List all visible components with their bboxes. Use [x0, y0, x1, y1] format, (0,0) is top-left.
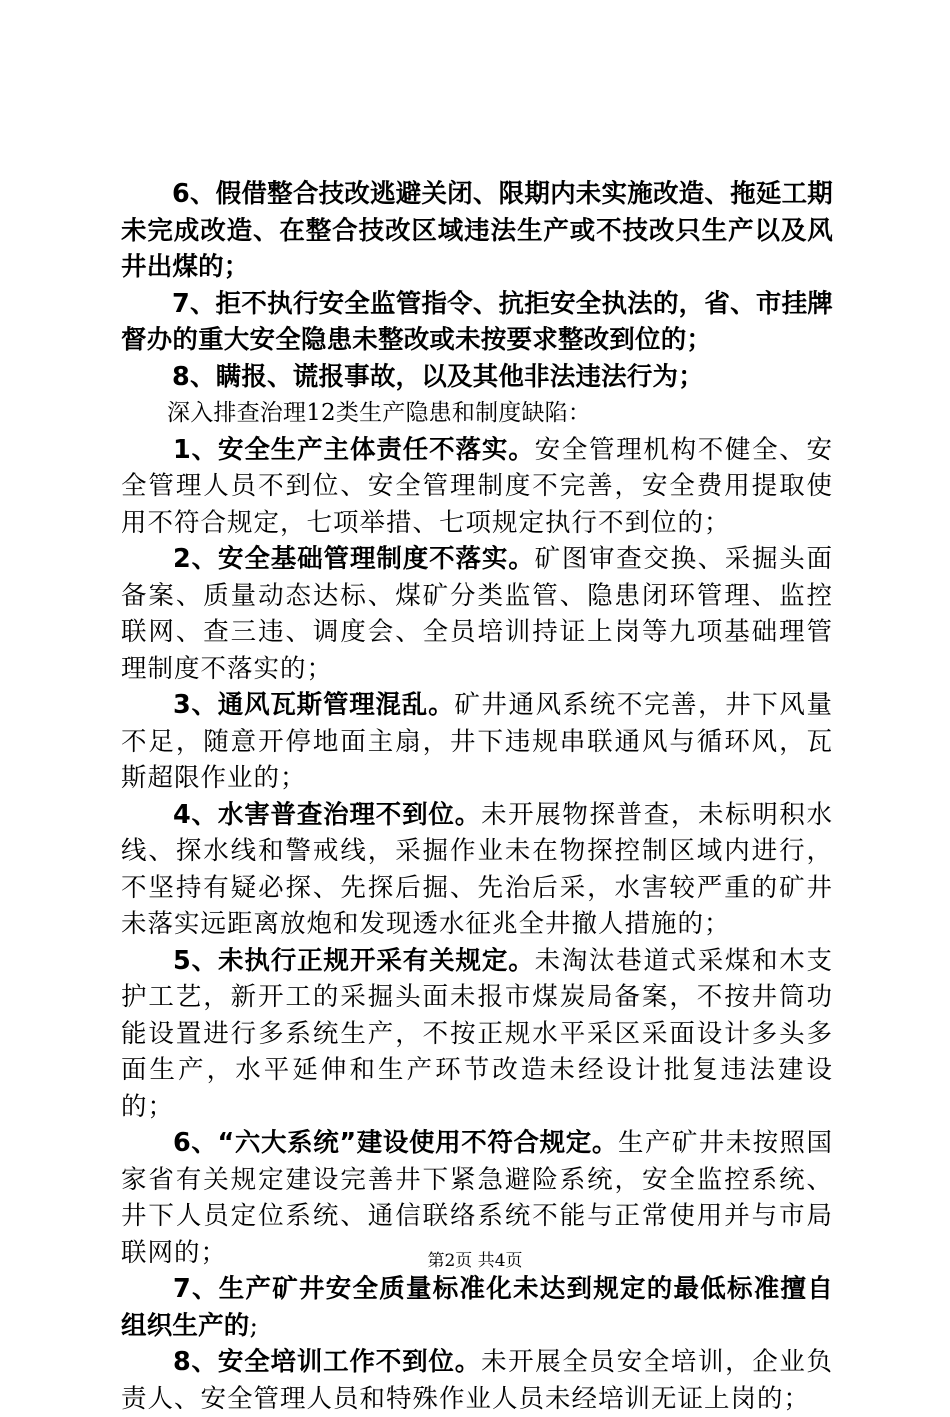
hazard-heading: 5、未执行正规开采有关规定。 [173, 945, 535, 976]
hazard-heading: 6、“六大系统”建设使用不符合规定。 [173, 1128, 619, 1158]
section-intro: 深入排查治理12类生产隐患和制度缺陷： [167, 400, 592, 426]
hazard-heading: 3、通风瓦斯管理混乱。 [173, 690, 455, 720]
hazard-item-5 [121, 943, 833, 1126]
hazard-description: 生产矿井未按照国家省有关规定建设完善井下紧急避险系统，安全监控系统、井下人员定位系统、通信联络系统不能与正常使用并与市局联网的； [121, 1128, 833, 1268]
hazard-item-1 [121, 432, 833, 542]
hazard-description: ; [249, 1310, 260, 1341]
hazard-item-4 [121, 797, 833, 943]
paragraph-item-6: 6、假借整合技改逃避关闭、限期内未实施改造、拖延工期未完成改造、在整合技改区域违法生产或不技改只生产以及风井出煤的； [121, 179, 833, 282]
hazard-description: 安全管理机构不健全、安全管理人员不到位、安全管理制度不完善，安全费用提取使用不符合规定，七项举措、七项规定执行不到位的； [121, 434, 833, 538]
hazard-description: 矿图审查交换、采掘头面备案、质量动态达标、煤矿分类监管、隐患闭环管理、监控联网、查三违、调度会、全员培训持证上岗等九项基础理管理制度不落实的； [121, 544, 833, 684]
hazard-item-2 [121, 541, 833, 687]
hazard-item-8 [121, 1344, 833, 1417]
hazard-description: 矿井通风系统不完善，井下风量不足，随意开停地面主扇，井下违规串联通风与循环风，瓦斯超限作业的； [121, 690, 833, 793]
document-body [121, 176, 833, 1417]
hazard-description: 未开展全员安全培训，企业负责人、安全管理人员和特殊作业人员未经培训无证上岗的； [121, 1347, 833, 1414]
hazard-description: 未开展物探普查，未标明积水线、探水线和警戒线，采掘作业未在物探控制区域内进行，不坚持有疑必探、先探后掘、先治后采，水害较严重的矿井未落实远距离放炮和发现透水征兆全井撤人措施的； [121, 799, 833, 939]
hazard-heading: 1、安全生产主体责任不落实。 [173, 434, 535, 465]
page-number-footer: 第2页 共4页 [427, 1251, 523, 1271]
hazard-description: 未淘汰巷道式采煤和木支护工艺，新开工的采掘头面未报市煤炭局备案，不按井筒功能设置进行多系统生产，不按正规水平采区采面设计多头多面生产，水平延伸和生产环节改造未经设计批复违法建设的； [121, 945, 833, 1122]
hazard-heading: 8、安全培训工作不到位。 [173, 1347, 482, 1377]
hazard-item-7 [121, 1271, 833, 1344]
paragraph-item-7: 7、拒不执行安全监管指令、抗拒安全执法的，省、市挂牌督办的重大安全隐患未整改或未按要求整改到位的； [121, 288, 833, 355]
paragraph-item-8: 8、瞒报、谎报事故，以及其他非法违法行为； [172, 361, 704, 392]
hazard-item-3 [121, 687, 833, 797]
hazard-heading: 7、生产矿井安全质量标准化未达到规定的最低标准擅自组织生产的 [121, 1274, 833, 1341]
hazard-heading: 2、安全基础管理制度不落实。 [173, 544, 535, 574]
hazard-heading: 4、水害普查治理不到位。 [173, 799, 482, 830]
